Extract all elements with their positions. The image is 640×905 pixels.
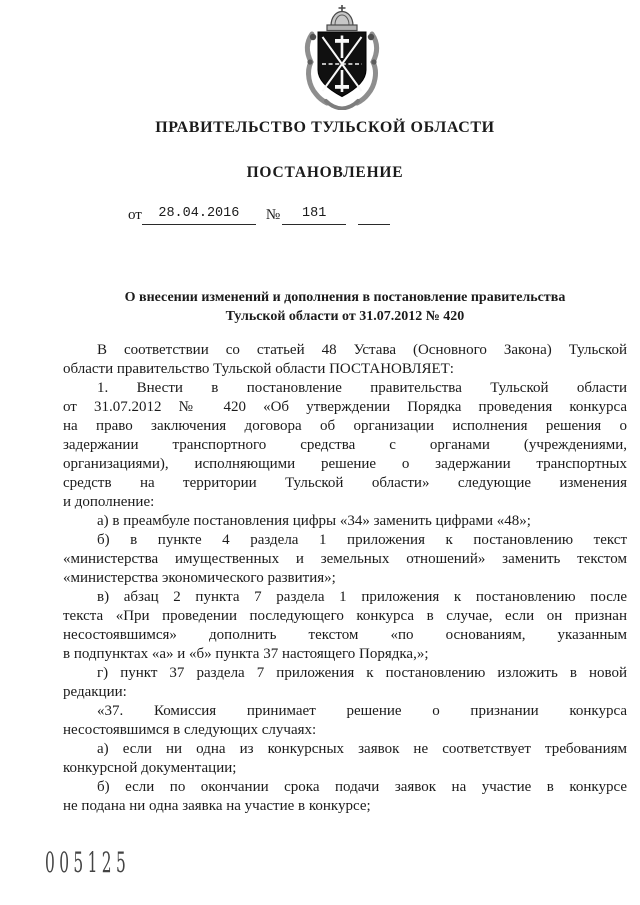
body-line: а) если ни одна из конкурсных заявок не соответствует требованиям — [97, 741, 627, 757]
body-line: редакции: — [63, 684, 127, 700]
document-title-line1: О внесении изменений и дополнения в постановление правительства — [124, 290, 566, 305]
body-line: несостоявшимся» дополнить текстом «по основаниям, указанным — [63, 627, 627, 643]
coat-of-arms-tula-oblast — [294, 4, 390, 110]
body-line: б) если по окончании срока подачи заявок на участие в конкурсе — [97, 779, 627, 795]
body-line: а) в преамбуле постановления цифры «34» заменить цифрами «48»; — [97, 513, 531, 529]
body-line: в подпунктах «а» и «б» пункта 37 настоящего Порядка,»; — [63, 646, 429, 662]
date-value: 28.04.2016 — [142, 204, 256, 225]
mantling-knot — [368, 34, 374, 40]
mantling-knot — [307, 59, 312, 64]
document-title — [63, 288, 627, 326]
body-line: г) пункт 37 раздела 7 приложения к постановлению изложить в новой — [97, 665, 627, 681]
document-number: 181 — [282, 204, 346, 225]
date-number-line — [128, 204, 390, 225]
body-line: не подана ни одна заявка на участие в конкурсе; — [63, 798, 371, 814]
body-line: на право заключения договора об организации исполнения решения о — [63, 418, 627, 434]
document-body — [63, 341, 627, 816]
date-label: от — [128, 207, 142, 223]
document-type-heading: ПОСТАНОВЛЕНИЕ — [246, 164, 404, 181]
document-title-line2: Тульской области от 31.07.2012 № 420 — [225, 309, 465, 324]
blank-underline — [358, 204, 390, 225]
crown-icon — [327, 5, 357, 31]
body-line: В соответствии со статьей 48 Устава (Основного Закона) Тульской — [97, 342, 627, 358]
body-line: конкурсной документации; — [63, 760, 237, 776]
body-line: и дополнение: — [63, 494, 155, 510]
body-line: от 31.07.2012 № 420 «Об утверждении Порядка проведения конкурса — [63, 399, 627, 415]
body-line: «министерства имущественных и земельных отношений» заменить текстом — [63, 551, 627, 567]
serial-number-stamp: 005125 — [45, 846, 131, 879]
body-line: средств на территории Тульской области» следующие изменения — [63, 475, 627, 491]
organization-name: ПРАВИТЕЛЬСТВО ТУЛЬСКОЙ ОБЛАСТИ — [155, 119, 495, 136]
body-line: текста «При проведении последующего конкурса в случае, если он признан — [63, 608, 627, 624]
body-line: организациями), исполняющими решение о задержании транспортных — [63, 456, 627, 472]
mantling-bottom — [326, 101, 358, 109]
body-line: «министерства экономического развития»; — [63, 570, 336, 586]
body-line: несостоявшимся в следующих случаях: — [63, 722, 317, 738]
mantling-knot — [371, 59, 376, 64]
body-line: области правительство Тульской области ПОСТАНОВЛЯЕТ: — [63, 361, 454, 377]
body-line: в) абзац 2 пункта 7 раздела 1 приложения к постановлению после — [97, 589, 627, 605]
body-line: задержании транспортного средства с органами (учреждениями, — [63, 437, 627, 453]
body-line: б) в пункте 4 раздела 1 приложения к постановлению текст — [97, 532, 627, 548]
mantling-knot — [310, 34, 316, 40]
body-line: «37. Комиссия принимает решение о признании конкурса — [97, 703, 627, 719]
crown-band — [327, 25, 357, 31]
body-line: 1. Внести в постановление правительства Тульской области — [97, 380, 627, 396]
number-sign: № — [265, 207, 281, 223]
